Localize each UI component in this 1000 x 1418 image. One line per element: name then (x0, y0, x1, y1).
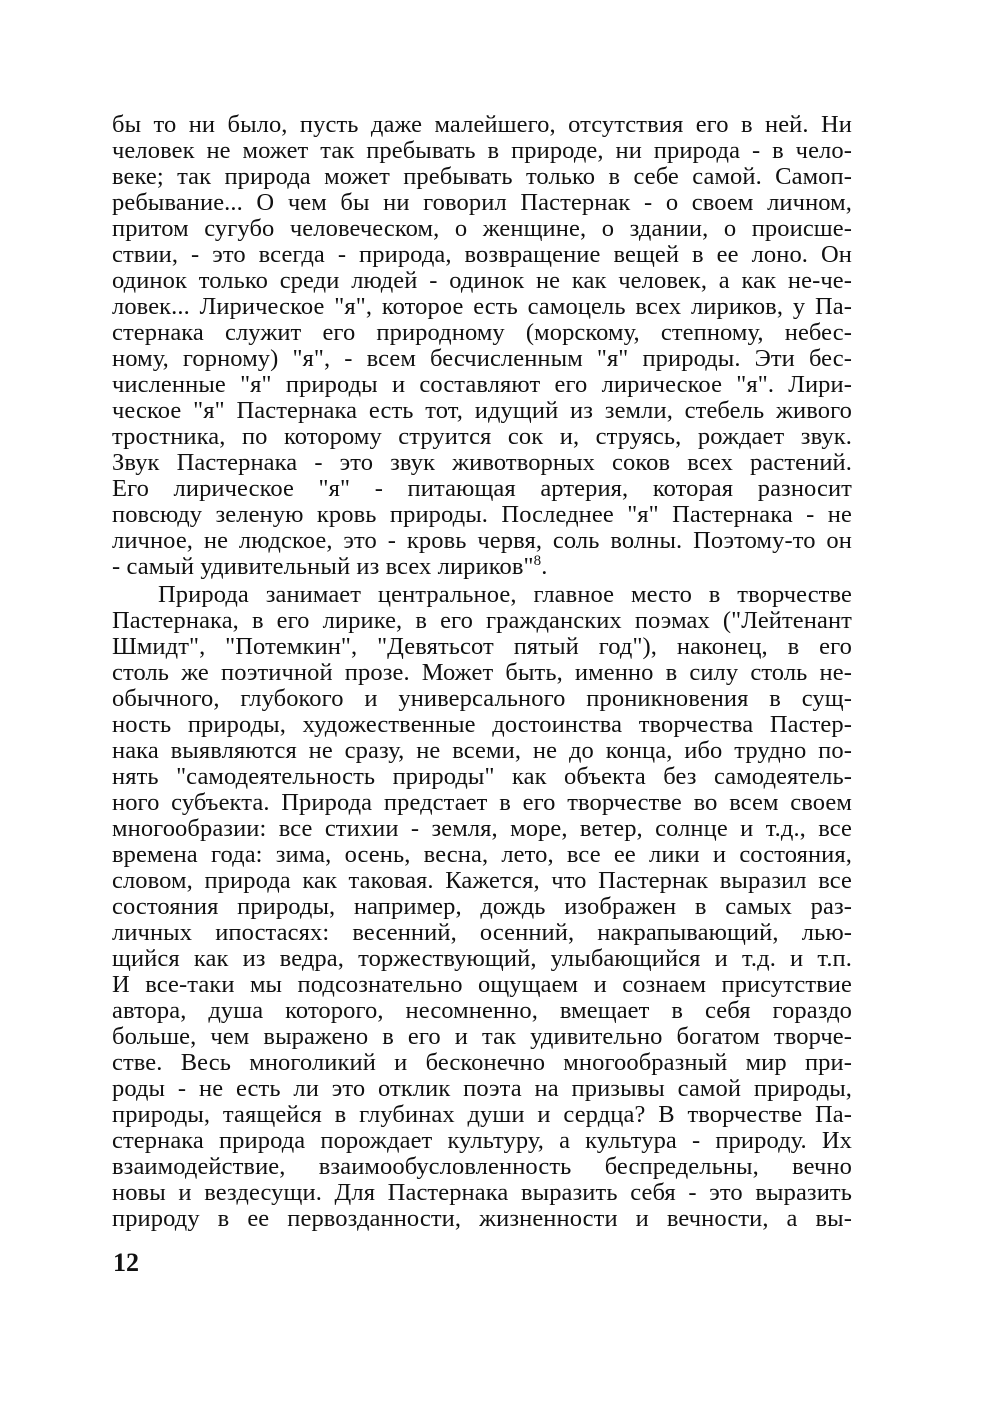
text-line: роды - не есть ли это отклик поэта на призывы самой природы, (112, 1075, 852, 1102)
text-line: природу в ее первозданности, жизненности и вечности, а вы- (112, 1205, 852, 1232)
text-line: ческое "я" Пастернака есть тот, идущий из земли, стебель живого (112, 397, 852, 424)
text-line-last (112, 554, 852, 580)
text-line: ребывание... О чем бы ни говорил Пастернак - о своем личном, (112, 189, 852, 216)
paragraph-2 (112, 582, 852, 1232)
text-line: нака выявляются не сразу, не всеми, не до конца, ибо трудно по- (112, 737, 852, 764)
text-line: Пастернака, в его лирике, в его гражданских поэмах ("Лейтенант (112, 607, 852, 634)
text-line: щийся как из ведра, торжествующий, улыбающийся и т.д. и т.п. (112, 945, 852, 972)
text-line: повсюду зеленую кровь природы. Последнее "я" Пастернака - не (112, 501, 852, 528)
text-line: веке; так природа может пребывать только в себе самой. Самоп- (112, 163, 852, 190)
text-line: нять "самодеятельность природы" как объекта без самодеятель- (112, 763, 852, 790)
text-line: ность природы, художественные достоинства творчества Пастер- (112, 711, 852, 738)
text-line-content: - самый удивительный из всех лириков" (112, 553, 534, 580)
text-line: взаимодействие, взаимообусловленность беспредельны, вечно (112, 1153, 852, 1180)
text-line: времена года: зима, осень, весна, лето, все ее лики и состояния, (112, 841, 852, 868)
text-line-tail: . (541, 553, 548, 580)
text-line: столь же поэтичной прозе. Может быть, именно в силу столь не- (112, 659, 852, 686)
text-line-first: Природа занимает центральное, главное место в творчестве (158, 581, 852, 608)
text-line: новы и вездесущи. Для Пастернака выразить себя - это выразить (112, 1179, 852, 1206)
text-line: состояния природы, например, дождь изображен в самых раз- (112, 893, 852, 920)
text-line: тростника, по которому струится сок и, струясь, рождает звук. (112, 423, 852, 450)
text-line: Его лирическое "я" - питающая артерия, которая разносит (112, 475, 852, 502)
page-body (112, 112, 852, 1232)
text-line: человек не может так пребывать в природе, ни природа - в чело- (112, 137, 852, 164)
text-line: Шмидт", "Потемкин", "Девятьсот пятый год"), наконец, в его (112, 633, 852, 660)
text-line: ловек... Лирическое "я", которое есть самоцель всех лириков, у Па- (112, 293, 852, 320)
text-line: обычного, глубокого и универсального проникновения в сущ- (112, 685, 852, 712)
text-line: словом, природа как таковая. Кажется, что Пастернак выразил все (112, 867, 852, 894)
page-number: 12 (113, 1248, 139, 1277)
text-line: И все-таки мы подсознательно ощущаем и сознаем присутствие (112, 971, 852, 998)
text-line: Звук Пастернака - это звук животворных соков всех растений. (112, 449, 852, 476)
text-line: бы то ни было, пусть даже малейшего, отсутствия его в ней. Ни (112, 111, 852, 138)
text-line: стернака природа порождает культуру, а культура - природу. Их (112, 1127, 852, 1154)
text-line: природы, таящейся в глубинах души и сердца? В творчестве Па- (112, 1101, 852, 1128)
text-line: личных ипостасях: весенний, осенний, накрапывающий, лью- (112, 919, 852, 946)
text-line: численные "я" природы и составляют его лирическое "я". Лири- (112, 371, 852, 398)
text-line: личное, не людское, это - кровь червя, соль волны. Поэтому-то он (112, 527, 852, 554)
text-line: стернака служит его природному (морскому, степному, небес- (112, 319, 852, 346)
text-line: ствии, - это всегда - природа, возвращение вещей в ее лоно. Он (112, 241, 852, 268)
footnote-reference: 8 (533, 553, 542, 569)
text-line: больше, чем выражено в его и так удивительно богатом творче- (112, 1023, 852, 1050)
text-line: притом сугубо человеческом, о женщине, о здании, о происше- (112, 215, 852, 242)
text-line: стве. Весь многоликий и бесконечно многообразный мир при- (112, 1049, 852, 1076)
text-line: одинок только среди людей - одинок не как человек, а как не-че- (112, 267, 852, 294)
text-line: ного субъекта. Природа предстает в его творчестве во всем своем (112, 789, 852, 816)
paragraph-1 (112, 112, 852, 580)
text-line: ному, горному) "я", - всем бесчисленным "я" природы. Эти бес- (112, 345, 852, 372)
text-line: многообразии: все стихии - земля, море, ветер, солнце и т.д., все (112, 815, 852, 842)
text-line: автора, душа которого, несомненно, вмещает в себя гораздо (112, 997, 852, 1024)
